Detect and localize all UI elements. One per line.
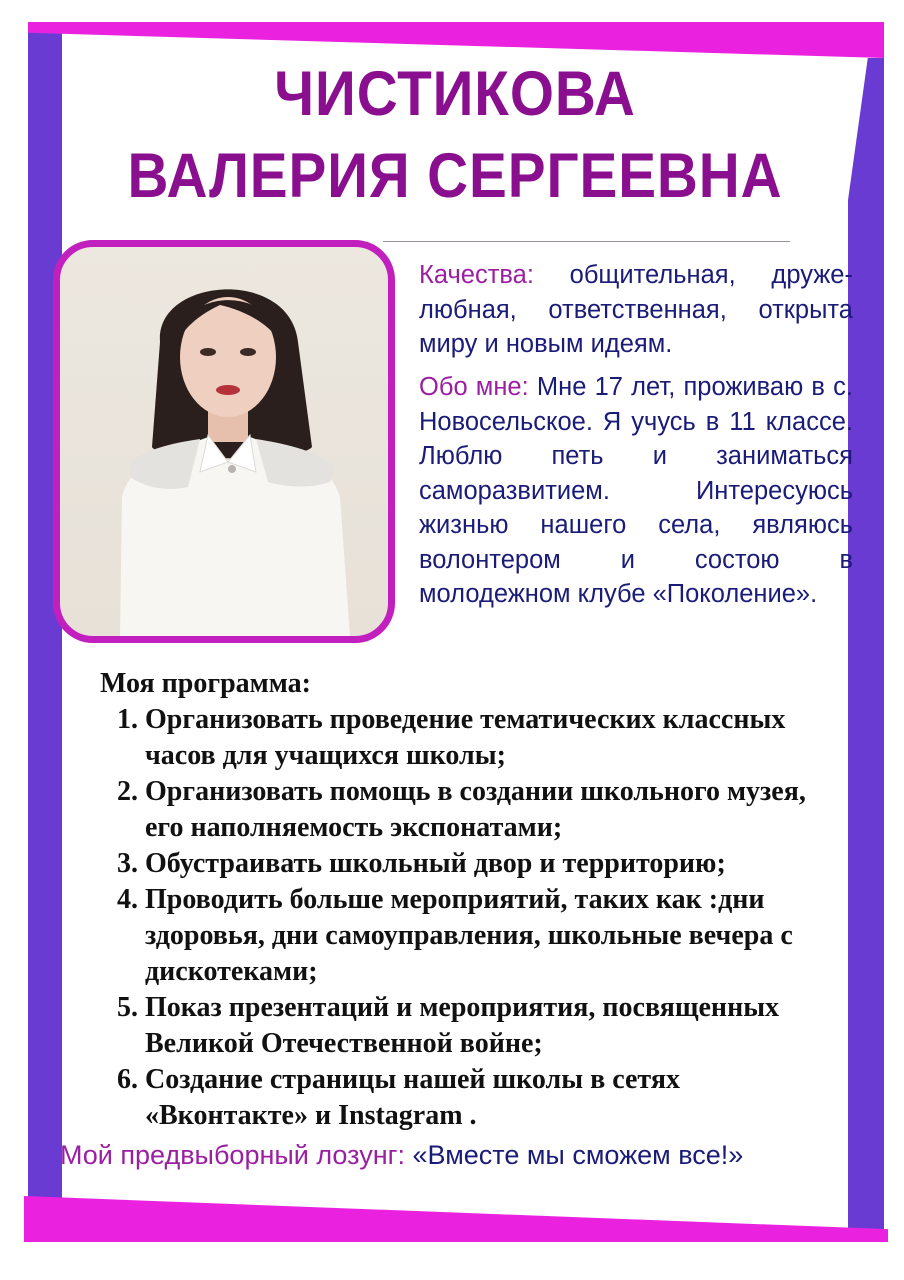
qualities-text: общительная, дружелюбная, ответственная, открыта миру и новым идеям.	[419, 261, 853, 358]
slogan-text: «Вместе мы сможем все!»	[404, 1140, 744, 1170]
about-paragraph	[419, 370, 853, 612]
about-text: Мне 17 лет, проживаю в с. Новосельское. Я учусь в 11 классе. Люблю петь и заниматься саморазвитием. Интересуюсь жизнью нашего села, являюсь волонтером и состою в молодежном клубе «Поколение».	[419, 373, 853, 608]
about-label: Обо мне:	[419, 373, 529, 401]
frame-top-bar	[28, 22, 884, 58]
program-item: 2. Организовать помощь в создании школьного музея, его наполняемость экспонатами;	[145, 774, 830, 846]
program-item: 6. Создание страницы нашей школы в сетях «Вконтакте» и Instagram .	[145, 1062, 830, 1134]
program-heading: Моя программа:	[100, 668, 311, 699]
divider-line	[383, 241, 790, 242]
program-item: 5. Показ презентаций и мероприятия, посвященных Великой Отечественной войне;	[145, 990, 830, 1062]
frame-right-bar	[848, 58, 884, 1242]
candidate-surname: ЧИСТИКОВА	[274, 59, 636, 129]
program-item: 3. Обустраивать школьный двор и территорию;	[145, 846, 830, 882]
portrait-illustration	[60, 247, 388, 636]
slogan-line	[60, 1140, 860, 1171]
program-list	[100, 702, 830, 1134]
program-item: 4. Проводить больше мероприятий, таких как :дни здоровья, дни самоуправления, школьные вечера с дискотеками;	[145, 882, 830, 990]
qualities-label: Качества:	[419, 261, 534, 289]
candidate-photo	[53, 240, 395, 643]
candidate-given-names: ВАЛЕРИЯ СЕРГЕЕВНА	[127, 141, 783, 211]
program-section	[100, 666, 830, 1134]
qualities-paragraph	[419, 258, 853, 362]
frame-left-bar	[28, 22, 62, 1242]
program-item: 1. Организовать проведение тематических классных часов для учащихся школы;	[145, 702, 830, 774]
slogan-label: Мой предвыборный лозунг:	[60, 1140, 405, 1170]
frame-bottom-bar	[24, 1196, 888, 1242]
